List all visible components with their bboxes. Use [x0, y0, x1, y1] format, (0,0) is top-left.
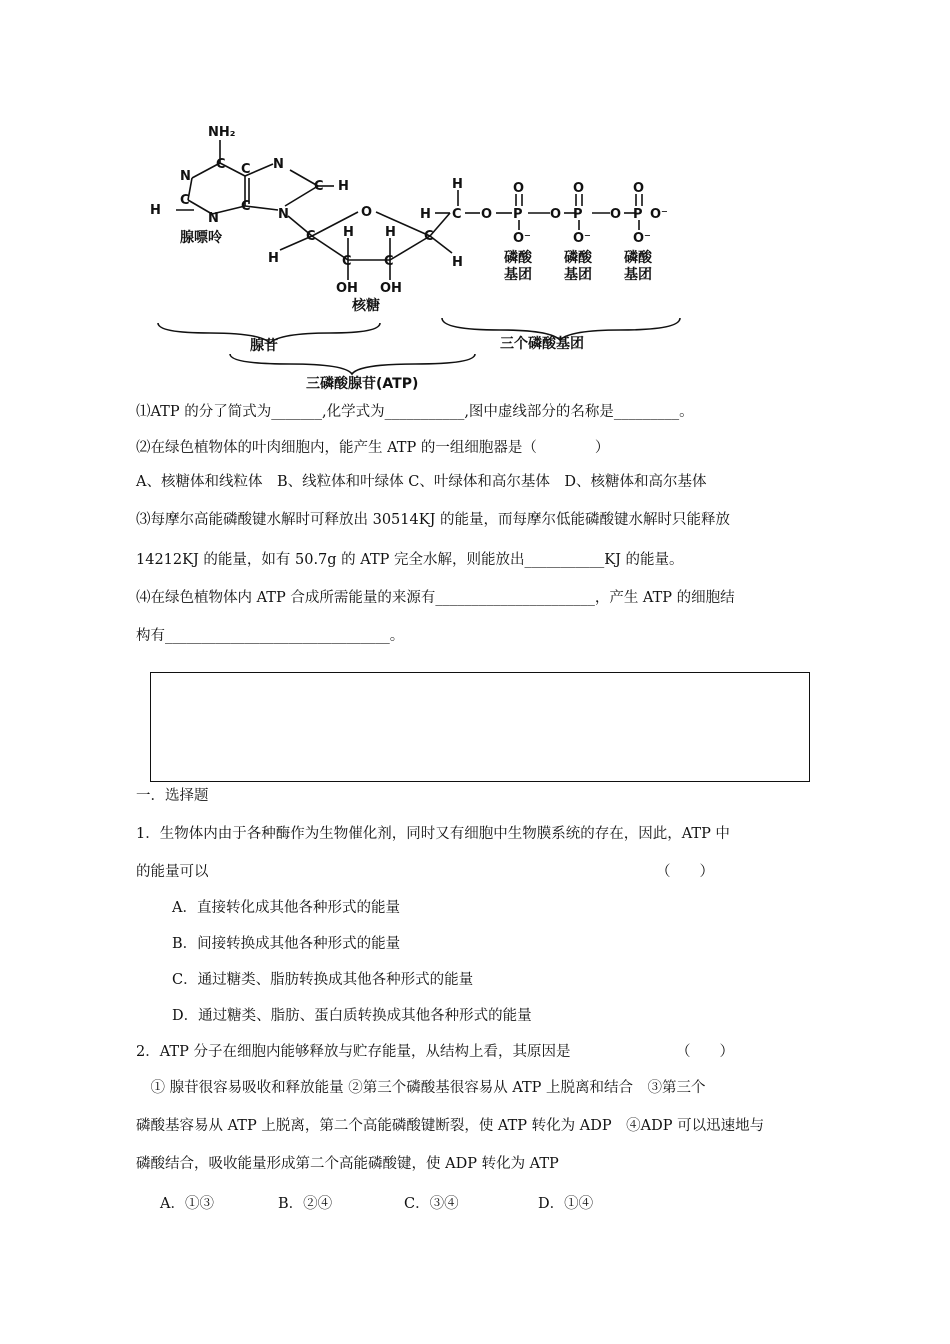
atom-p: P	[513, 207, 523, 222]
answer-box	[150, 672, 810, 782]
atom-o: O	[610, 207, 622, 222]
atom-c: C	[216, 157, 226, 172]
atom-oh: OH	[336, 281, 358, 296]
section-title: 一．选择题	[136, 788, 209, 804]
atom-c: C	[342, 254, 352, 269]
atom-o: O	[513, 181, 525, 196]
atom-h: H	[385, 225, 396, 240]
atom-o: O⁻	[573, 231, 591, 246]
mc1-option-b: B．间接转换成其他各种形式的能量	[172, 936, 401, 952]
mc2-statement-line1: ① 腺苷很容易吸收和释放能量 ②第三个磷酸基很容易从 ATP 上脱离和结合 ③第三个	[136, 1080, 706, 1096]
atom-o: O⁻	[650, 207, 668, 222]
atom-h: H	[420, 207, 431, 222]
atom-o: O	[361, 205, 373, 220]
three-phosphate-label: 三个磷酸基团	[500, 336, 584, 352]
question-4-line1: ⑷在绿色植物体内 ATP 合成所需能量的来源有______________________，产生 ATP 的细胞结	[136, 590, 735, 606]
atom-c: C	[452, 207, 462, 222]
atom-p: P	[633, 207, 643, 222]
question-1-text: ⑴ATP 的分了简式为_______,化学式为___________,图中虚线部分的名称是_________。	[136, 404, 694, 420]
mc2-option-b: B．②④	[278, 1196, 333, 1212]
mc2-statement-line2: 磷酸基容易从 ATP 上脱离，第二个高能磷酸键断裂，使 ATP 转化为 ADP ④ADP 可以迅速地与	[136, 1118, 765, 1134]
adenosine-label: 腺苷	[250, 338, 278, 354]
question-3-line2: 14212KJ 的能量，如有 50.7g 的 ATP 完全水解，则能放出___________KJ 的能量。	[136, 552, 684, 568]
atom-c: C	[241, 199, 251, 214]
mc1-bracket: （ ）	[656, 864, 714, 880]
mc2-option-c: C．③④	[404, 1196, 459, 1212]
atom-c: C	[424, 229, 434, 244]
atom-n: N	[208, 211, 219, 226]
phosphate-label-2a: 磷酸	[564, 250, 592, 266]
mc1-option-d: D．通过糖类、脂肪、蛋白质转换成其他各种形式的能量	[172, 1008, 532, 1024]
mc2-statement-line3: 磷酸结合，吸收能量形成第二个高能磷酸键，使 ADP 转化为 ATP	[136, 1156, 559, 1172]
ribose-label: 核糖	[352, 298, 380, 314]
atom-c: C	[180, 193, 190, 208]
atom-h: H	[150, 203, 161, 218]
question-2-options: A、核糖体和线粒体 B、线粒体和叶绿体 C、叶绿体和高尔基体 D、核糖体和高尔基体	[136, 474, 707, 490]
phosphate-label-3b: 基团	[624, 267, 652, 283]
atom-o: O	[573, 181, 585, 196]
atom-h: H	[343, 225, 354, 240]
phosphate-label-1a: 磷酸	[504, 250, 532, 266]
adenine-label: 腺嘌呤	[180, 230, 222, 246]
atp-structure-figure	[140, 118, 700, 398]
atom-o: O⁻	[633, 231, 651, 246]
mc1-option-c: C．通过糖类、脂肪转换成其他各种形式的能量	[172, 972, 474, 988]
mc1-option-a: A．直接转化成其他各种形式的能量	[172, 900, 400, 916]
atom-n: N	[180, 169, 191, 184]
question-3-line1: ⑶每摩尔高能磷酸键水解时可释放出 30514KJ 的能量，而每摩尔低能磷酸键水解时只能释放	[136, 512, 730, 528]
phosphate-label-2b: 基团	[564, 267, 592, 283]
atom-h: H	[452, 177, 463, 192]
atom-o: O⁻	[513, 231, 531, 246]
atom-o: O	[481, 207, 493, 222]
nh2-label: NH₂	[208, 125, 236, 140]
atom-o: O	[550, 207, 562, 222]
atp-label: 三磷酸腺苷(ATP)	[306, 376, 419, 392]
atom-h: H	[338, 179, 349, 194]
atom-o: O	[633, 181, 645, 196]
question-4-line2: 构有_______________________________。	[136, 628, 405, 644]
atom-p: P	[573, 207, 583, 222]
mc2-stem: 2．ATP 分子在细胞内能够释放与贮存能量，从结构上看，其原因是	[136, 1044, 571, 1060]
question-2-text: ⑵在绿色植物体的叶肉细胞内，能产生 ATP 的一组细胞器是（ ）	[136, 440, 610, 456]
atom-c: C	[384, 254, 394, 269]
mc2-option-d: D．①④	[538, 1196, 594, 1212]
atom-n: N	[278, 207, 289, 222]
atom-h: H	[452, 255, 463, 270]
atom-c: C	[241, 162, 251, 177]
atom-c: C	[314, 179, 324, 194]
mc2-option-a: A．①③	[160, 1196, 214, 1212]
phosphate-label-3a: 磷酸	[624, 250, 652, 266]
atom-oh: OH	[380, 281, 402, 296]
mc2-bracket: （ ）	[676, 1044, 734, 1060]
mc1-stem-line2: 的能量可以	[136, 864, 209, 880]
mc1-stem-line1: 1．生物体内由于各种酶作为生物催化剂，同时又有细胞中生物膜系统的存在，因此，ATP 中	[136, 826, 730, 842]
atom-c: C	[306, 229, 316, 244]
atom-n: N	[273, 157, 284, 172]
atom-h: H	[268, 251, 279, 266]
phosphate-label-1b: 基团	[504, 267, 532, 283]
atp-structure-diagram	[140, 118, 700, 398]
